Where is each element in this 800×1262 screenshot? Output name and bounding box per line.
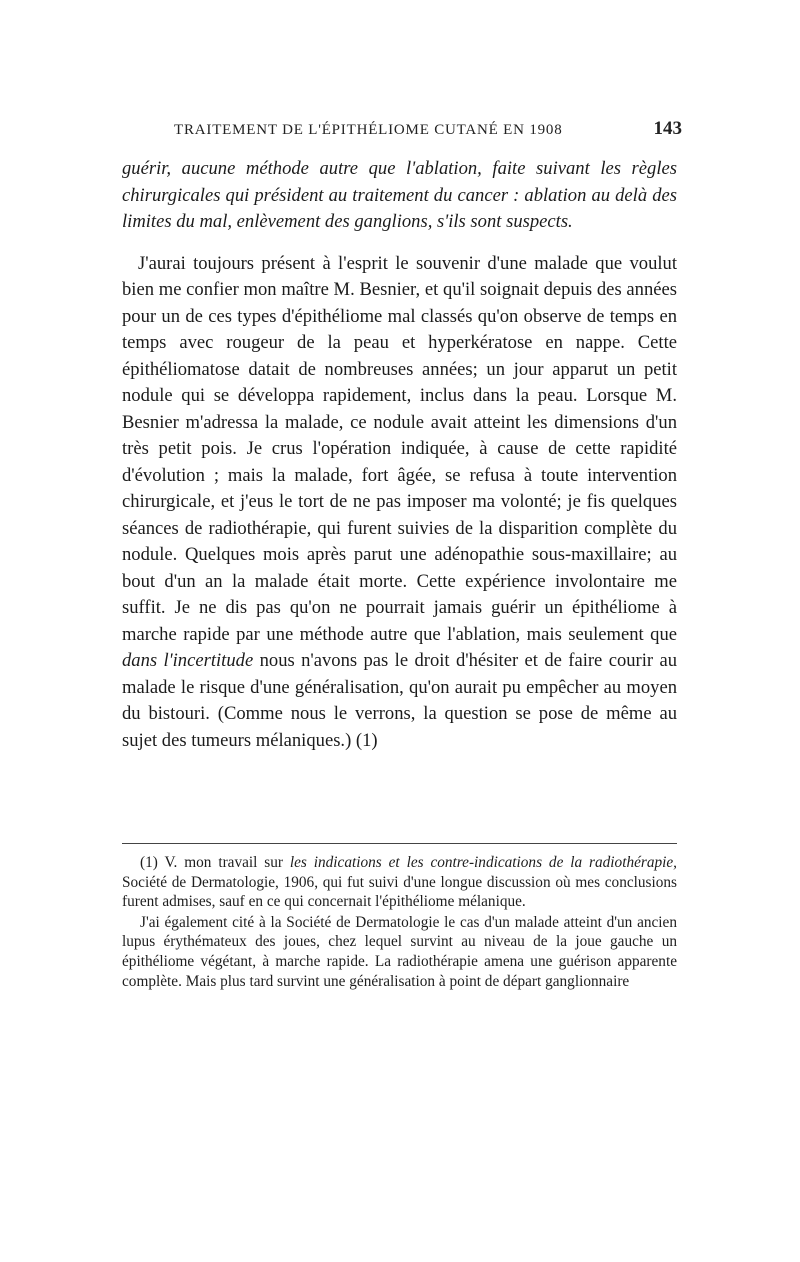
footnote-paragraph-2: J'ai également cité à la Société de Dermatologie le cas d'un malade atteint d'un ancien lupus érythémateux des joues, chez lequel survint au niveau de la joue gauche un épithéliome végétant, à marche rapide. La radiothérapie amena une guérison apparente complète. Mais plus tard survint une généralisation à point de départ ganglionnaire (122, 913, 677, 990)
footnote (122, 853, 677, 991)
paragraph-quote-end: guérir, aucune méthode autre que l'ablation, faite suivant les règles chirurgicales qui président au traitement du cancer : ablation au delà des limites du mal, enlèvement des ganglions, s'ils sont suspects. (122, 158, 677, 232)
footnote-text-a: (1) V. mon travail sur (140, 854, 283, 871)
main-text (122, 156, 677, 754)
paragraph-case-report (122, 251, 677, 755)
footnote-text-b: Société de Dermatologie, 1906, qui fut suivi d'une longue discussion où mes conclusions furent admises, sauf en ce qui concernait l'épithéliome mélanique. (122, 873, 677, 911)
page-header (122, 118, 682, 146)
footnote-paragraph-1 (122, 853, 677, 912)
footnote-title-emphasis: les indications et les contre-indications de la radiothérapie, (289, 854, 677, 871)
emphasis-incertitude: dans l'incertitude (122, 650, 254, 671)
footnote-separator (122, 843, 677, 844)
page-number: 143 (653, 118, 682, 139)
paragraph-text-part1: J'aurai toujours présent à l'esprit le souvenir d'une malade que voulut bien me confier mon maître M. Besnier, et qu'il soignait depuis des années pour un de ces types d'épithéliome mal classés qu'on observe de temps en temps avec rougeur de la peau et hyperkératose en nappe. Cette épithéliomatose datait de nombreuses années; un jour apparut un petit nodule qui se développa rapidement, inclus dans la peau. Lorsque M. Besnier m'adressa la malade, ce nodule avait atteint les dimensions d'un très petit pois. Je crus l'opération indiquée, à cause de cette rapidité d'évolution ; mais la malade, fort âgée, se refusa à toute intervention chirurgicale, et j'eus le tort de ne pas imposer ma volonté; je fis quelques séances de radiothérapie, qui furent suivies de la disparition complète du nodule. Quelques mois après parut une adénopathie sous-maxillaire; au bout d'un an la malade était morte. Cette expérience involontaire me suffit. Je ne dis pas qu'on ne pourrait jamais guérir un épithéliome à marche rapide par une méthode autre que l'ablation, mais seulement que (122, 252, 677, 645)
running-title: TRAITEMENT DE L'ÉPITHÉLIOME CUTANÉ EN 1908 (174, 122, 563, 138)
paragraph-text-part2: nous n'avons pas le droit d'hésiter et de faire courir au malade le risque d'une généralisation, qu'on aurait pu empêcher au moyen du bistouri. (Comme nous le verrons, la question se pose de même au sujet des tumeurs mélaniques.) (1) (122, 650, 678, 751)
